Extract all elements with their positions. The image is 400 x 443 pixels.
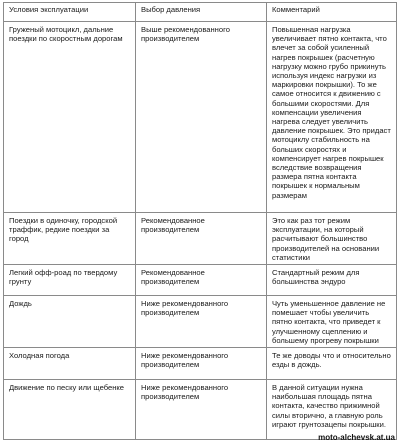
table-header-row <box>4 3 397 22</box>
comment-cell: Чуть уменьшенное давление не помешает чтобы увеличить пятно контакта, что приведет к улучшенному сцеплению и большему прогреву покрышки <box>267 296 397 348</box>
comment-cell: В данной ситуации нужна наибольшая площадь пятна контакта, качество прижимной силы вторично, а главную роль играют грунтозацепы покрышки. <box>267 380 397 440</box>
pressure-cell: Ниже рекомендованного производителем <box>136 348 267 380</box>
condition-cell: Дождь <box>4 296 136 348</box>
condition-cell: Легкий офф-роад по твердому грунту <box>4 265 136 296</box>
header-comment: Комментарий <box>267 3 397 22</box>
pressure-cell: Рекомендованное производителем <box>136 265 267 296</box>
pressure-cell: Ниже рекомендованного производителем <box>136 296 267 348</box>
condition-cell: Поездки в одиночку, городской траффик, редкие поездки за город <box>4 213 136 265</box>
comment-cell: Стандартный режим для большинства эндуро <box>267 265 397 296</box>
comment-cell: Повышенная нагрузка увеличивает пятно контакта, что влечет за собой усиленный нагрев покрышек (расчетную нагрузку можно грубо прикинуть используя индекс нагрузки из маркировки покрышки). То же самое относится к движению с большими скоростями. Для компенсации увеличения нагрева следует увеличить давление покрышек. Это придаст мотоциклу стабильность на больших скоростях и компенсирует нагрев покрышек вследствие возвращения размера пятна контакта покрышек к нормальным размерам <box>267 22 397 213</box>
pressure-cell: Рекомендованное производителем <box>136 213 267 265</box>
header-pressure: Выбор давления <box>136 3 267 22</box>
table-row <box>4 22 397 213</box>
table-row <box>4 213 397 265</box>
pressure-cell: Выше рекомендованного производителем <box>136 22 267 213</box>
condition-cell: Холодная погода <box>4 348 136 380</box>
watermark: moto-alchevsk.at.ua <box>318 433 395 442</box>
table-row <box>4 296 397 348</box>
comment-cell: Те же доводы что и относительно езды в дождь. <box>267 348 397 380</box>
tire-pressure-table <box>3 2 397 440</box>
comment-cell: Это как раз тот режим эксплуатации, на который расчитывают большинство производителей на основании статистики <box>267 213 397 265</box>
table-row <box>4 348 397 380</box>
table-row <box>4 380 397 440</box>
table-row <box>4 265 397 296</box>
condition-cell: Груженый мотоцикл, дальние поездки по скоростным дорогам <box>4 22 136 213</box>
condition-cell: Движение по песку или щебенке <box>4 380 136 440</box>
pressure-cell: Ниже рекомендованного производителем <box>136 380 267 440</box>
header-conditions: Условия эксплуатации <box>4 3 136 22</box>
